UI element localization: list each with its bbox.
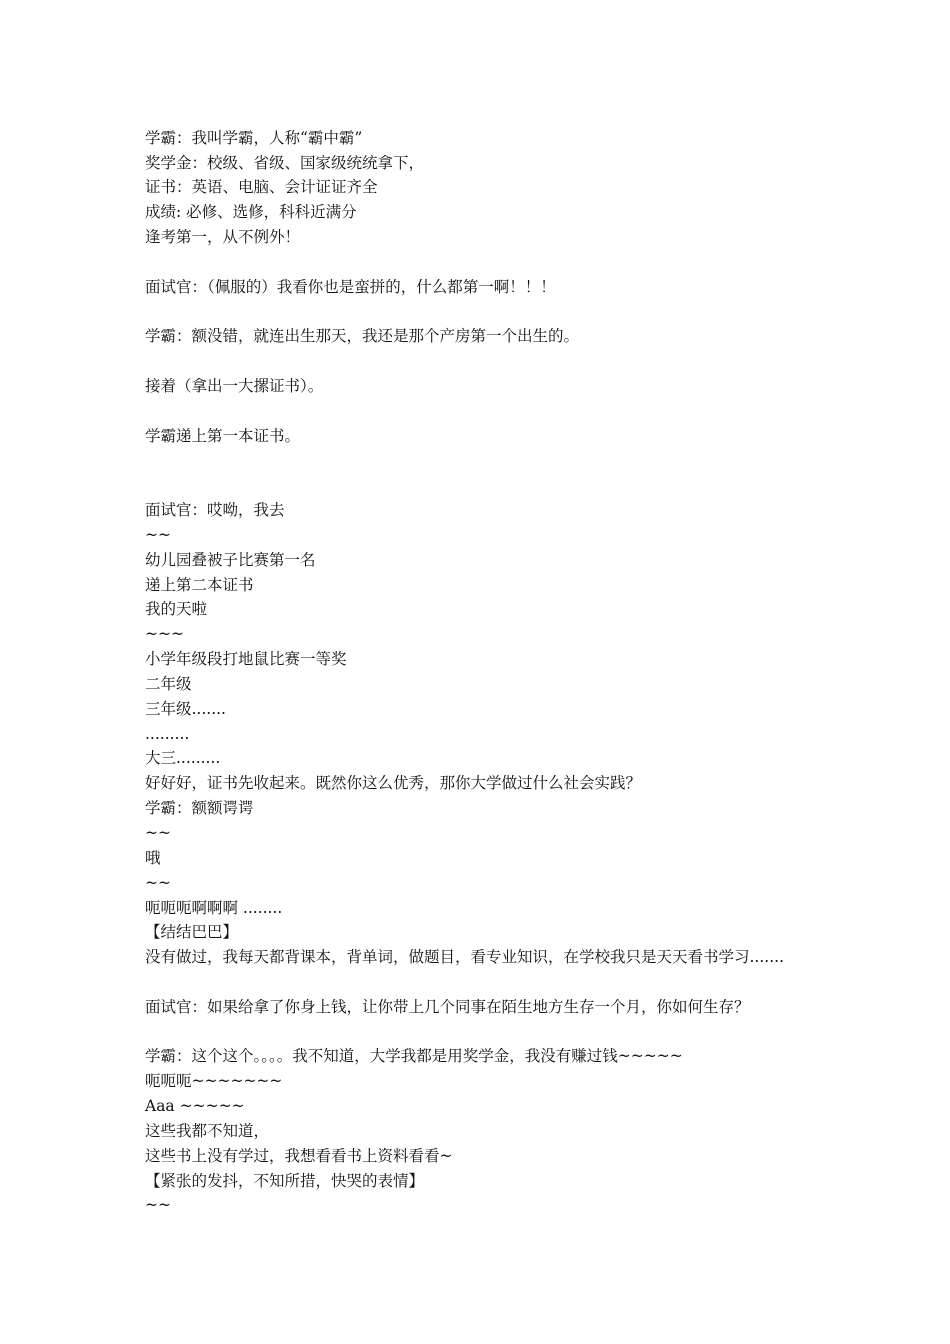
text-line: 递上第二本证书: [145, 576, 254, 594]
text-line: 幼儿园叠被子比赛第一名: [145, 551, 316, 569]
text-line: 这些书上没有学过，我想看看书上资料看看~: [145, 1147, 453, 1165]
text-line: .........: [145, 725, 190, 743]
text-line: ~~: [145, 874, 171, 892]
text-line: ~~: [145, 1196, 171, 1214]
text-line: 面试官：如果给拿了你身上钱，让你带上几个同事在陌生地方生存一个月，你如何生存？: [145, 998, 750, 1016]
text-line: 学霸：额额谔谔: [145, 799, 254, 817]
text-line: 没有做过，我每天都背课本，背单词，做题目，看专业知识，在学校我只是天天看书学习.......: [145, 948, 784, 966]
text-line: 哦: [145, 849, 161, 867]
text-line: 面试官：哎呦，我去: [145, 501, 285, 519]
text-line: 学霸递上第一本证书。: [145, 427, 301, 445]
text-line: 学霸：我叫学霸，人称“霸中霸”: [145, 129, 363, 147]
text-line: 逢考第一，从不例外！: [145, 228, 301, 246]
text-line: 学霸：额没错，就连出生那天，我还是那个产房第一个出生的。: [145, 327, 580, 345]
text-line: 证书：英语、电脑、会计证证齐全: [145, 178, 378, 196]
text-line: 我的天啦: [145, 600, 208, 618]
text-line: 这些我都不知道，: [145, 1122, 270, 1140]
text-line: ~~: [145, 526, 171, 544]
text-line: 成绩: 必修、选修，科科近满分: [145, 203, 357, 221]
text-line: 【紧张的发抖，不知所措，快哭的表情】: [145, 1172, 425, 1190]
text-line: 【结结巴巴】: [145, 923, 239, 941]
text-line: ~~: [145, 824, 171, 842]
text-line: 学霸：这个这个。。。。我不知道，大学我都是用奖学金，我没有赚过钱~~~~~: [145, 1047, 683, 1065]
text-line: 大三.........: [145, 749, 221, 767]
text-line: 小学年级段打地鼠比赛一等奖: [145, 650, 347, 668]
text-line: 面试官：（佩服的）我看你也是蛮拼的，什么都第一啊！！！: [145, 278, 556, 296]
text-line: 三年级.......: [145, 700, 226, 718]
text-line: 二年级: [145, 675, 192, 693]
text-line: 接着（拿出一大摞证书）。: [145, 377, 324, 395]
text-line: 奖学金：校级、省级、国家级统统拿下，: [145, 154, 425, 172]
text-line: Aaa ~~~~~: [145, 1097, 245, 1115]
text-line: ~~~: [145, 625, 184, 643]
text-line: 好好好，证书先收起来。既然你这么优秀，那你大学做过什么社会实践？: [145, 774, 642, 792]
text-line: 呃呃呃啊啊啊 ........: [145, 899, 283, 917]
text-line: 呃呃呃~~~~~~~: [145, 1072, 283, 1090]
